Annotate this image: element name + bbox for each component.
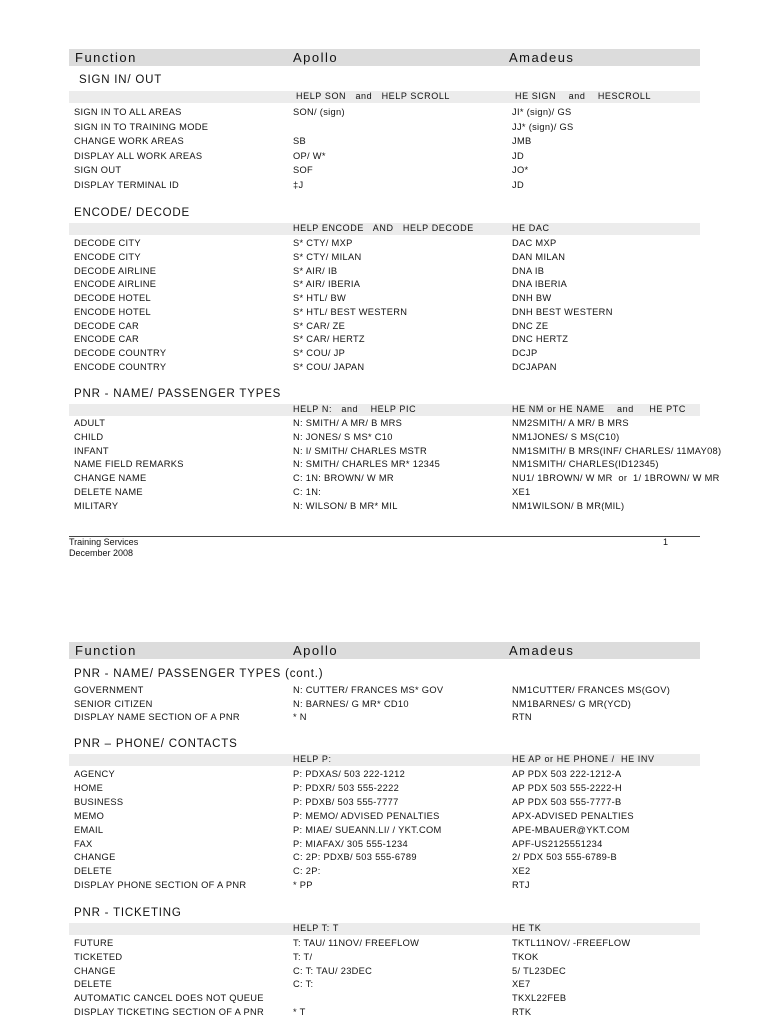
table-row	[0, 180, 768, 193]
row-amadeus: APF-US2125551234	[512, 838, 603, 849]
row-apollo: S* HTL/ BEST WESTERN	[293, 306, 408, 317]
row-apollo: S* COU/ JAPAN	[293, 361, 365, 372]
table-row	[0, 432, 768, 445]
table-row	[0, 279, 768, 292]
table-row	[0, 293, 768, 306]
row-apollo: S* AIR/ IB	[293, 265, 338, 276]
table-row	[0, 783, 768, 796]
row-amadeus: APE-MBAUER@YKT.COM	[512, 824, 630, 835]
row-amadeus: DNA IB	[512, 265, 545, 276]
table-row	[0, 979, 768, 992]
footer-org: Training Services	[69, 537, 139, 547]
help-amadeus: HE DAC	[512, 223, 550, 233]
row-function: HOME	[74, 782, 104, 793]
row-function: ENCODE CITY	[74, 251, 141, 262]
section-title-sign: SIGN IN/ OUT	[79, 74, 163, 86]
row-function: SIGN OUT	[74, 165, 122, 175]
row-apollo: N: WILSON/ B MR* MIL	[293, 500, 398, 511]
row-amadeus: RTN	[512, 712, 532, 722]
table-row	[0, 938, 768, 951]
table-row	[0, 501, 768, 514]
help-apollo: HELP ENCODE AND HELP DECODE	[293, 223, 474, 233]
row-apollo: C: T: TAU/ 23DEC	[293, 965, 373, 976]
row-apollo: S* CTY/ MILAN	[293, 251, 362, 262]
row-function: MEMO	[74, 810, 105, 821]
header-apollo: Apollo	[293, 643, 339, 658]
table-row	[0, 252, 768, 265]
row-function: AGENCY	[74, 769, 116, 779]
table-row	[0, 107, 768, 120]
table-row	[0, 238, 768, 251]
section-title-pnr: PNR - NAME/ PASSENGER TYPES	[74, 388, 282, 400]
row-amadeus: NM1SMITH/ B MRS(INF/ CHARLES/ 11MAY08)	[512, 445, 722, 456]
help-amadeus: HE TK	[512, 923, 542, 933]
row-apollo: C: 2P: PDXB/ 503 555-6789	[293, 852, 417, 863]
header-amadeus: Amadeus	[509, 50, 575, 65]
row-function: ENCODE COUNTRY	[74, 361, 167, 372]
table-row	[0, 136, 768, 149]
row-function: INFANT	[74, 445, 109, 456]
row-apollo: C: T:	[293, 979, 314, 990]
help-bar-phone	[69, 754, 700, 766]
row-apollo: * N	[293, 712, 307, 722]
row-apollo: * PP	[293, 880, 313, 891]
row-function: ADULT	[74, 418, 106, 428]
row-function: DECODE CAR	[74, 320, 139, 331]
row-apollo: S* CAR/ HERTZ	[293, 334, 365, 345]
header-function: Function	[75, 643, 137, 658]
row-amadeus: TKOK	[512, 951, 539, 962]
row-function: FUTURE	[74, 938, 114, 948]
table-row	[0, 446, 768, 459]
row-amadeus: NM1BARNES/ G MR(YCD)	[512, 698, 632, 709]
row-function: TICKETED	[74, 951, 123, 962]
table-row	[0, 1007, 768, 1020]
row-function: BUSINESS	[74, 796, 124, 807]
row-amadeus: DNC HERTZ	[512, 334, 569, 345]
row-amadeus: XE2	[512, 866, 531, 877]
header-function: Function	[75, 50, 137, 65]
table-row	[0, 122, 768, 135]
footer-page-number: 1	[663, 537, 669, 547]
row-apollo: N: BARNES/ G MR* CD10	[293, 698, 409, 709]
help-apollo: HELP T: T	[293, 923, 339, 933]
row-amadeus: AP PDX 503 555-2222-H	[512, 782, 623, 793]
row-apollo: N: SMITH/ A MR/ B MRS	[293, 418, 403, 428]
row-function: ENCODE AIRLINE	[74, 279, 157, 290]
row-amadeus: JO*	[512, 165, 529, 175]
table-row	[0, 321, 768, 334]
row-apollo: N: I/ SMITH/ CHARLES MSTR	[293, 445, 428, 456]
row-apollo: SOF	[293, 165, 314, 175]
row-amadeus: JMB	[512, 136, 532, 146]
table-row	[0, 151, 768, 164]
table-row	[0, 952, 768, 965]
row-amadeus: JJ* (sign)/ GS	[512, 121, 574, 132]
row-apollo: S* CTY/ MXP	[293, 238, 353, 248]
row-amadeus: NU1/ 1BROWN/ W MR or 1/ 1BROWN/ W MR	[512, 473, 720, 484]
table-row	[0, 852, 768, 865]
row-amadeus: JD	[512, 179, 524, 190]
row-apollo: T: T/	[293, 951, 313, 962]
table-row	[0, 993, 768, 1006]
row-function: DELETE	[74, 979, 112, 990]
row-amadeus: TKXL22FEB	[512, 993, 567, 1004]
table-row	[0, 348, 768, 361]
table-row	[0, 839, 768, 852]
table-row	[0, 473, 768, 486]
row-amadeus: XE7	[512, 979, 531, 990]
table-row	[0, 334, 768, 347]
row-amadeus: JI* (sign)/ GS	[512, 107, 572, 117]
row-apollo: N: SMITH/ CHARLES MR* 12345	[293, 459, 441, 470]
row-amadeus: DNH BEST WESTERN	[512, 306, 613, 317]
row-function: EMAIL	[74, 824, 104, 835]
row-amadeus: XE1	[512, 487, 531, 497]
row-apollo: ‡J	[293, 179, 304, 190]
row-apollo: * T	[293, 1007, 306, 1017]
row-amadeus: TKTL11NOV/ -FREEFLOW	[512, 938, 631, 948]
row-function: DECODE CITY	[74, 238, 141, 248]
row-amadeus: AP PDX 503 555-7777-B	[512, 796, 622, 807]
row-apollo: S* COU/ JP	[293, 348, 346, 358]
row-apollo: C: 1N:	[293, 487, 322, 497]
row-apollo: P: MIAFAX/ 305 555-1234	[293, 838, 408, 849]
row-apollo: T: TAU/ 11NOV/ FREEFLOW	[293, 938, 420, 948]
row-amadeus: NM2SMITH/ A MR/ B MRS	[512, 418, 629, 428]
row-amadeus: DNH BW	[512, 293, 552, 303]
row-function: DISPLAY PHONE SECTION OF A PNR	[74, 880, 247, 891]
row-function: SIGN IN TO TRAINING MODE	[74, 121, 209, 132]
table-row	[0, 362, 768, 375]
row-function: NAME FIELD REMARKS	[74, 459, 184, 470]
row-apollo: S* AIR/ IBERIA	[293, 279, 361, 290]
header-amadeus: Amadeus	[509, 643, 575, 658]
row-function: AUTOMATIC CANCEL DOES NOT QUEUE	[74, 993, 264, 1004]
row-amadeus: DNC ZE	[512, 320, 549, 331]
row-function: DECODE COUNTRY	[74, 348, 167, 358]
table-row	[0, 418, 768, 431]
row-function: GOVERNMENT	[74, 685, 144, 695]
row-amadeus: NM1SMITH/ CHARLES(ID12345)	[512, 459, 659, 470]
row-amadeus: DAN MILAN	[512, 251, 566, 262]
footer-date: December 2008	[69, 548, 134, 558]
row-apollo: C: 1N: BROWN/ W MR	[293, 473, 394, 484]
table-row	[0, 825, 768, 838]
row-function: DISPLAY ALL WORK AREAS	[74, 150, 203, 161]
help-amadeus: HE AP or HE PHONE / HE INV	[512, 754, 655, 764]
row-function: CHANGE	[74, 852, 116, 863]
table-row	[0, 459, 768, 472]
help-apollo: HELP P:	[293, 754, 332, 764]
row-function: SIGN IN TO ALL AREAS	[74, 107, 182, 117]
row-amadeus: NM1CUTTER/ FRANCES MS(GOV)	[512, 685, 671, 695]
row-amadeus: DCJAPAN	[512, 361, 557, 372]
row-function: CHANGE WORK AREAS	[74, 136, 184, 146]
row-function: CHANGE NAME	[74, 473, 147, 484]
row-function: DELETE	[74, 866, 112, 877]
table-row	[0, 769, 768, 782]
help-apollo: HELP N: and HELP PIC	[293, 404, 417, 414]
row-apollo: SB	[293, 136, 307, 146]
table-row	[0, 307, 768, 320]
row-amadeus: DNA IBERIA	[512, 279, 568, 290]
row-amadeus: RTJ	[512, 880, 530, 891]
section-title-phone: PNR – PHONE/ CONTACTS	[74, 738, 238, 750]
row-apollo: P: MIAE/ SUEANN.LI/ / YKT.COM	[293, 824, 442, 835]
row-function: ENCODE CAR	[74, 334, 139, 345]
row-amadeus: NM1JONES/ S MS(C10)	[512, 431, 620, 442]
help-apollo: HELP SON and HELP SCROLL	[296, 91, 451, 101]
row-function: DISPLAY TICKETING SECTION OF A PNR	[74, 1007, 264, 1017]
table-row	[0, 266, 768, 279]
row-function: CHANGE	[74, 965, 116, 976]
row-apollo: C: 2P:	[293, 866, 321, 877]
row-apollo: P: PDXR/ 503 555-2222	[293, 782, 400, 793]
row-function: SENIOR CITIZEN	[74, 698, 153, 709]
help-bar-ticketing	[69, 923, 700, 935]
row-function: DISPLAY NAME SECTION OF A PNR	[74, 712, 240, 722]
row-function: FAX	[74, 838, 93, 849]
help-bar-sign	[69, 91, 700, 103]
row-function: MILITARY	[74, 500, 119, 511]
row-amadeus: 5/ TL23DEC	[512, 965, 566, 976]
section-title-pnr-cont: PNR - NAME/ PASSENGER TYPES (cont.)	[74, 668, 324, 680]
row-apollo: P: MEMO/ ADVISED PENALTIES	[293, 810, 440, 821]
page2-header-bar	[69, 642, 700, 659]
table-row	[0, 712, 768, 725]
row-amadeus: RTK	[512, 1007, 532, 1017]
section-title-encode: ENCODE/ DECODE	[74, 207, 190, 219]
table-row	[0, 165, 768, 178]
row-apollo: S* HTL/ BW	[293, 293, 347, 303]
table-row	[0, 966, 768, 979]
row-amadeus: AP PDX 503 222-1212-A	[512, 769, 622, 779]
row-function: DELETE NAME	[74, 487, 143, 497]
table-row	[0, 487, 768, 500]
row-function: CHILD	[74, 431, 104, 442]
table-row	[0, 699, 768, 712]
row-function: DISPLAY TERMINAL ID	[74, 179, 180, 190]
row-apollo: SON/ (sign)	[293, 107, 345, 117]
row-amadeus: DCJP	[512, 348, 538, 358]
row-function: ENCODE HOTEL	[74, 306, 151, 317]
row-amadeus: 2/ PDX 503 555-6789-B	[512, 852, 618, 863]
table-row	[0, 797, 768, 810]
row-apollo: P: PDXB/ 503 555-7777	[293, 796, 399, 807]
row-function: DECODE AIRLINE	[74, 265, 157, 276]
page1-header-bar	[69, 49, 700, 66]
row-amadeus: DAC MXP	[512, 238, 557, 248]
table-row	[0, 811, 768, 824]
row-amadeus: APX-ADVISED PENALTIES	[512, 810, 634, 821]
help-amadeus: HE SIGN and HESCROLL	[515, 91, 652, 101]
row-apollo: OP/ W*	[293, 150, 326, 161]
help-bar-encode	[69, 223, 700, 235]
table-row	[0, 866, 768, 879]
row-apollo: N: CUTTER/ FRANCES MS* GOV	[293, 685, 444, 695]
row-apollo: S* CAR/ ZE	[293, 320, 346, 331]
section-title-ticketing: PNR - TICKETING	[74, 907, 182, 919]
row-amadeus: NM1WILSON/ B MR(MIL)	[512, 500, 625, 511]
row-function: DECODE HOTEL	[74, 293, 151, 303]
table-row	[0, 685, 768, 698]
header-apollo: Apollo	[293, 50, 339, 65]
table-row	[0, 880, 768, 893]
row-apollo: P: PDXAS/ 503 222-1212	[293, 769, 406, 779]
row-apollo: N: JONES/ S MS* C10	[293, 431, 393, 442]
help-bar-pnr	[69, 404, 700, 416]
row-amadeus: JD	[512, 150, 524, 161]
help-amadeus: HE NM or HE NAME and HE PTC	[512, 404, 686, 414]
footer-divider	[69, 536, 700, 537]
